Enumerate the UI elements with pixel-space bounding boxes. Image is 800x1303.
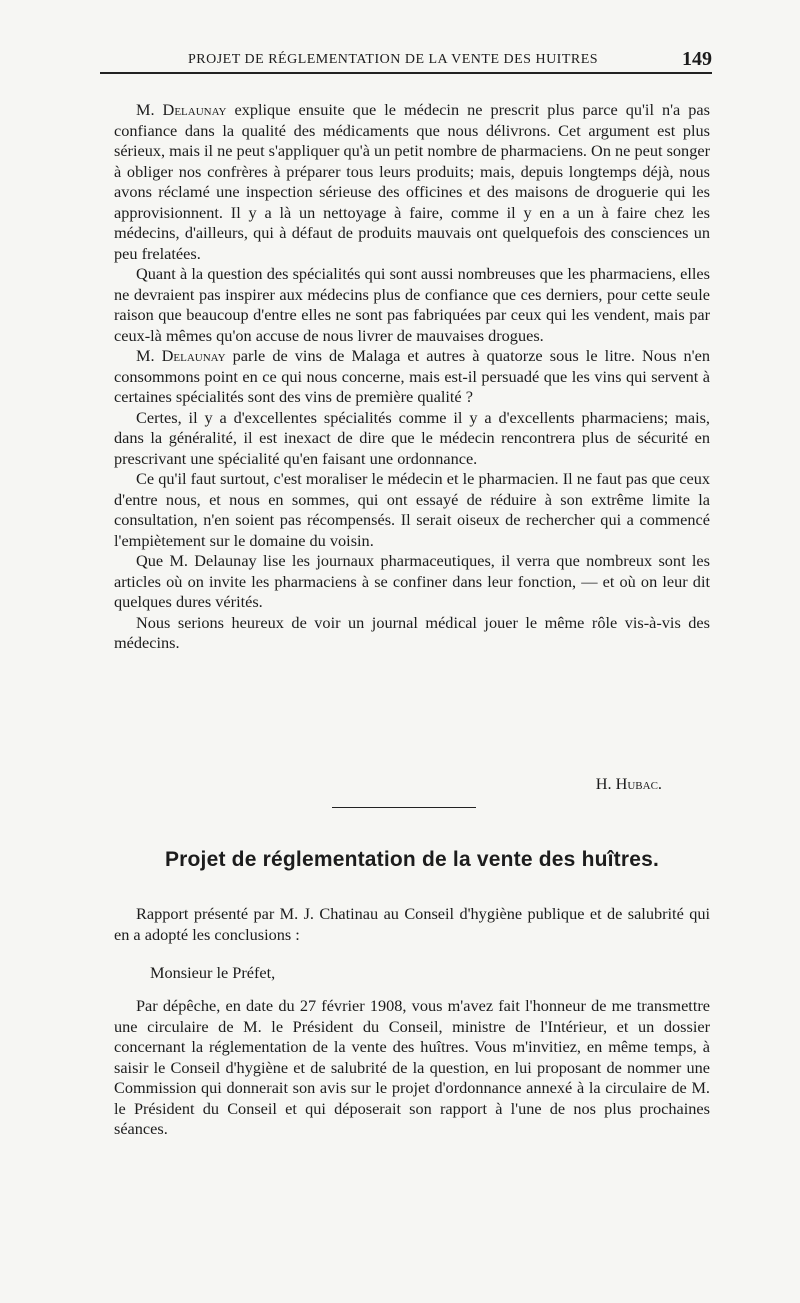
paragraph xyxy=(114,613,710,654)
paragraph xyxy=(114,408,710,470)
running-title: PROJET DE RÉGLEMENTATION DE LA VENTE DES HUITRES xyxy=(188,52,599,67)
paragraph-text: Quant à la question des spécialités qui sont aussi nombreuses que les pharmaciens, elles ne devraient pas inspirer aux médecins plus de confiance que ces derniers, pour cette seule raison que beaucoup d'entre elles ne sont pas fabriquées par ceux qui les vendent, mais par ceux-là mêmes qu'on accuse de nous livrer de mauvaises drogues. xyxy=(114,264,710,345)
paragraph-text: Rapport présenté par M. J. Chatinau au Conseil d'hygiène publique et de salubrité qui en a adopté les conclusions : xyxy=(114,904,710,944)
article-response xyxy=(114,100,710,654)
speaker-name: M. Delaunay xyxy=(136,100,227,119)
paragraph xyxy=(114,551,710,613)
report-body xyxy=(114,996,710,1140)
salutation: Monsieur le Préfet, xyxy=(150,963,276,982)
speaker-name: M. Delaunay xyxy=(136,346,226,365)
paragraph xyxy=(114,469,710,551)
paragraph-text: parle de vins de Malaga et autres à quatorze sous le litre. Nous n'en consommons point en ce qui nous concerne, mais est-il persuadé que les vins qui servent à certaines spécialités sont des vins de première qualité ? xyxy=(114,346,710,406)
paragraph-text: explique ensuite que le médecin ne prescrit plus parce qu'il n'a pas confiance dans la qualité des médicaments que nous délivrons. Cet argument est plus sérieux, mais il ne peut s'appliquer qu'à un petit nombre de pharmaciens. On ne peut songer à obliger nos confrères à préparer tous leurs produits; mais, depuis longtemps déjà, nous avons réclamé une inspection sérieuse des officines et des maisons de droguerie qui les approvisionnent. Il y a là un nettoyage à faire, comme il y en a un à faire chez les médecins, d'ailleurs, qui à défaut de produits mauvais ont quelquefois des consciences un peu frelatées. xyxy=(114,100,710,263)
running-header xyxy=(100,50,712,74)
paragraph xyxy=(114,996,710,1140)
paragraph-text: Que M. Delaunay lise les journaux pharmaceutiques, il verra que nombreux sont les articles où on invite les pharmaciens à se confiner dans leur fonction, — et où on leur dit quelques dures vérités. xyxy=(114,551,710,611)
paragraph xyxy=(114,346,710,408)
paragraph xyxy=(114,100,710,264)
report-intro xyxy=(114,904,710,945)
page-number: 149 xyxy=(682,48,712,70)
paragraph-text: Certes, il y a d'excellentes spécialités comme il y a d'excellents pharmaciens; mais, dans la généralité, il est inexact de dire que le médecin rencontrera plus de sécurité en prescrivant une spécialité qu'en faisant une ordonnance. xyxy=(114,407,710,468)
section-divider xyxy=(332,807,476,808)
paragraph-text: Ce qu'il faut surtout, c'est moraliser le médecin et le pharmacien. Il ne faut pas que ceux d'entre nous, et nous en sommes, qui ont essayé de réduire à son extrême limite la consultation, n'en soient pas récompensés. Il serait oiseux de rechercher qui a commencé l'empiètement sur le domaine du voisin. xyxy=(114,469,710,550)
paragraph xyxy=(114,264,710,346)
signature-text: H. Hubac. xyxy=(595,774,662,793)
paragraph xyxy=(114,904,710,945)
section-title: Projet de réglementation de la vente des huîtres. xyxy=(164,848,660,871)
paragraph-text: Nous serions heureux de voir un journal médical jouer le même rôle vis-à-vis des médecins. xyxy=(114,612,710,652)
author-signature xyxy=(114,774,710,794)
paragraph-text: Par dépêche, en date du 27 février 1908, vous m'avez fait l'honneur de me transmettre une circulaire de M. le Président du Conseil, ministre de l'Intérieur, et un dossier concernant la réglementation de la vente des huîtres. Vous m'invitiez, en même temps, à saisir le Conseil d'hygiène et de salubrité de la question, en lui proposant de nommer une Commission qui donnerait son avis sur le projet d'ordonnance annexé à la circulaire de M. le Président du Conseil et qui déposerait son rapport à l'une de nos plus prochaines séances. xyxy=(114,996,710,1138)
